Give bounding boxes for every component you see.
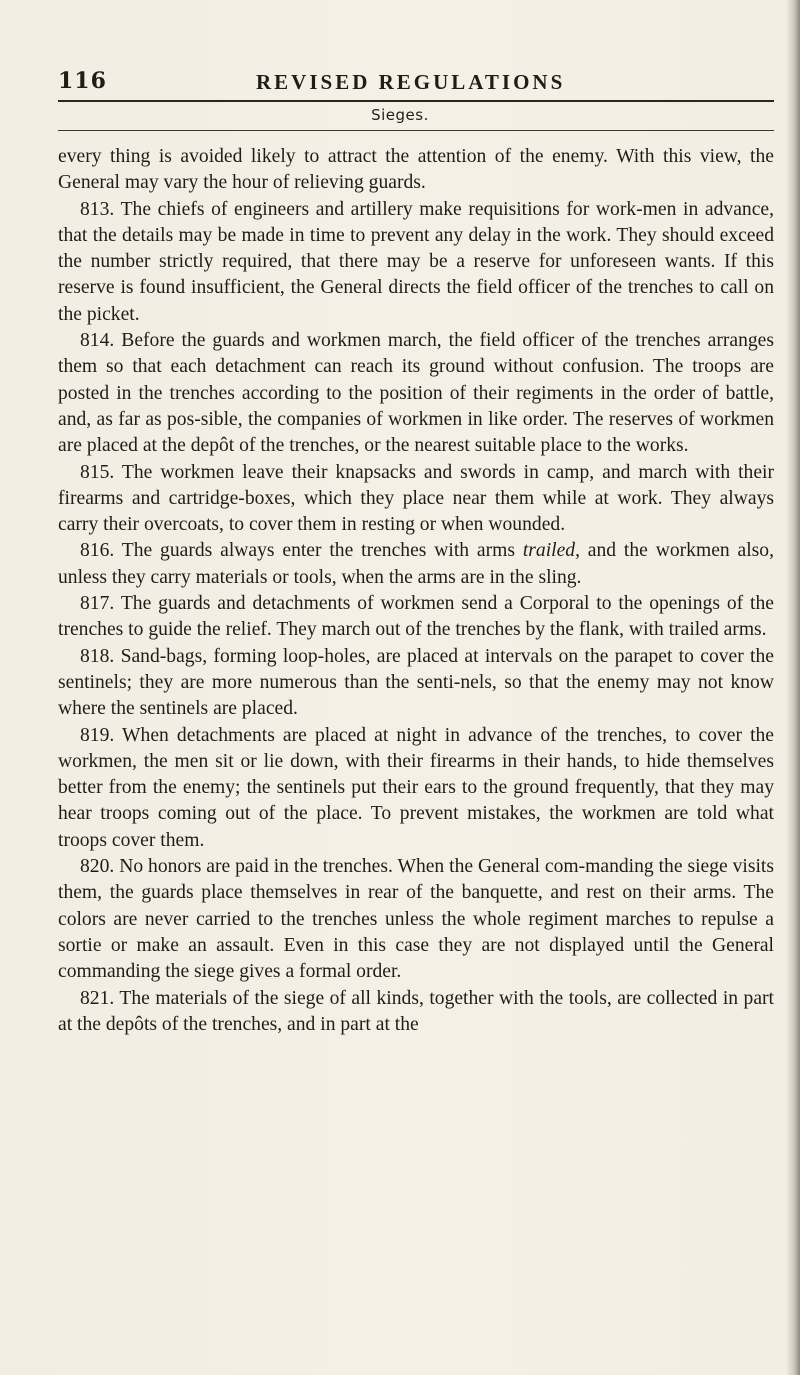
paragraph-820: 820. No honors are paid in the trenches. When the General com-manding the siege visits them, the guards place themselves in rear of the banquette, and rest on their arms. The colors are never carried to the trenches unless the whole regiment marches to repulse a sortie or make an assault. Even in this case they are not displayed until the General commanding the siege gives a formal order.	[58, 856, 774, 983]
paragraph-816-italic: trailed	[522, 540, 576, 562]
section-heading: Sieges.	[371, 106, 429, 124]
body-text	[58, 144, 774, 1038]
page-number: 116	[58, 68, 107, 94]
paragraph-815: 815. The workmen leave their knapsacks and swords in camp, and march with their firearms and cartridge-boxes, which they place near them while at work. They always carry their overcoats, to cover them in resting or when wounded.	[58, 461, 774, 536]
page-edge-shadow	[786, 0, 800, 1375]
paragraph-817: 817. The guards and detachments of workmen send a Corporal to the openings of the trenches to guide the relief. They march out of the trenches by the flank, with trailed arms.	[58, 593, 774, 641]
page-header	[58, 68, 770, 98]
running-title: REVISED REGULATIONS	[256, 70, 566, 94]
paragraph-816-end: , and the workmen also, unless they carry materials or tools, when the arms are in the sling.	[58, 540, 774, 588]
paragraph-816-start: 816. The guards always enter the trenches with arms	[80, 540, 523, 562]
section-rule	[58, 130, 774, 131]
paragraph-821: 821. The materials of the siege of all kinds, together with the tools, are collected in part at the depôts of the trenches, and in part at the	[58, 987, 774, 1035]
header-rule	[58, 100, 774, 102]
paragraph-continued: every thing is avoided likely to attract the attention of the enemy. With this view, the General may vary the hour of relieving guards.	[58, 146, 774, 194]
paragraph-818: 818. Sand-bags, forming loop-holes, are placed at intervals on the parapet to cover the sentinels; they are more numerous than the senti-nels, so that the enemy may not know where the sentinels are placed.	[58, 645, 774, 720]
paragraph-814: 814. Before the guards and workmen march, the field officer of the trenches arranges them so that each detachment can reach its ground without confusion. The troops are posted in the trenches according to the position of their regiments in the order of battle, and, as far as pos-sible, the companies of workmen in like order. The reserves of workmen are placed at the depôt of the trenches, or the nearest suitable place to the works.	[58, 330, 774, 457]
paragraph-816	[58, 538, 774, 591]
paragraph-813: 813. The chiefs of engineers and artillery make requisitions for work-men in advance, that the details may be made in time to prevent any delay in the work. They should exceed the number strictly required, that there may be a reserve for unforeseen wants. If this reserve is found insufficient, the General directs the field officer of the trenches to call on the picket.	[58, 198, 774, 325]
paragraph-819: 819. When detachments are placed at night in advance of the trenches, to cover the workmen, the men sit or lie down, with their firearms in their hands, to hide themselves better from the enemy; the sentinels put their ears to the ground frequently, that they may hear troops coming out of the place. To prevent mistakes, the workmen are told what troops cover them.	[58, 724, 774, 851]
